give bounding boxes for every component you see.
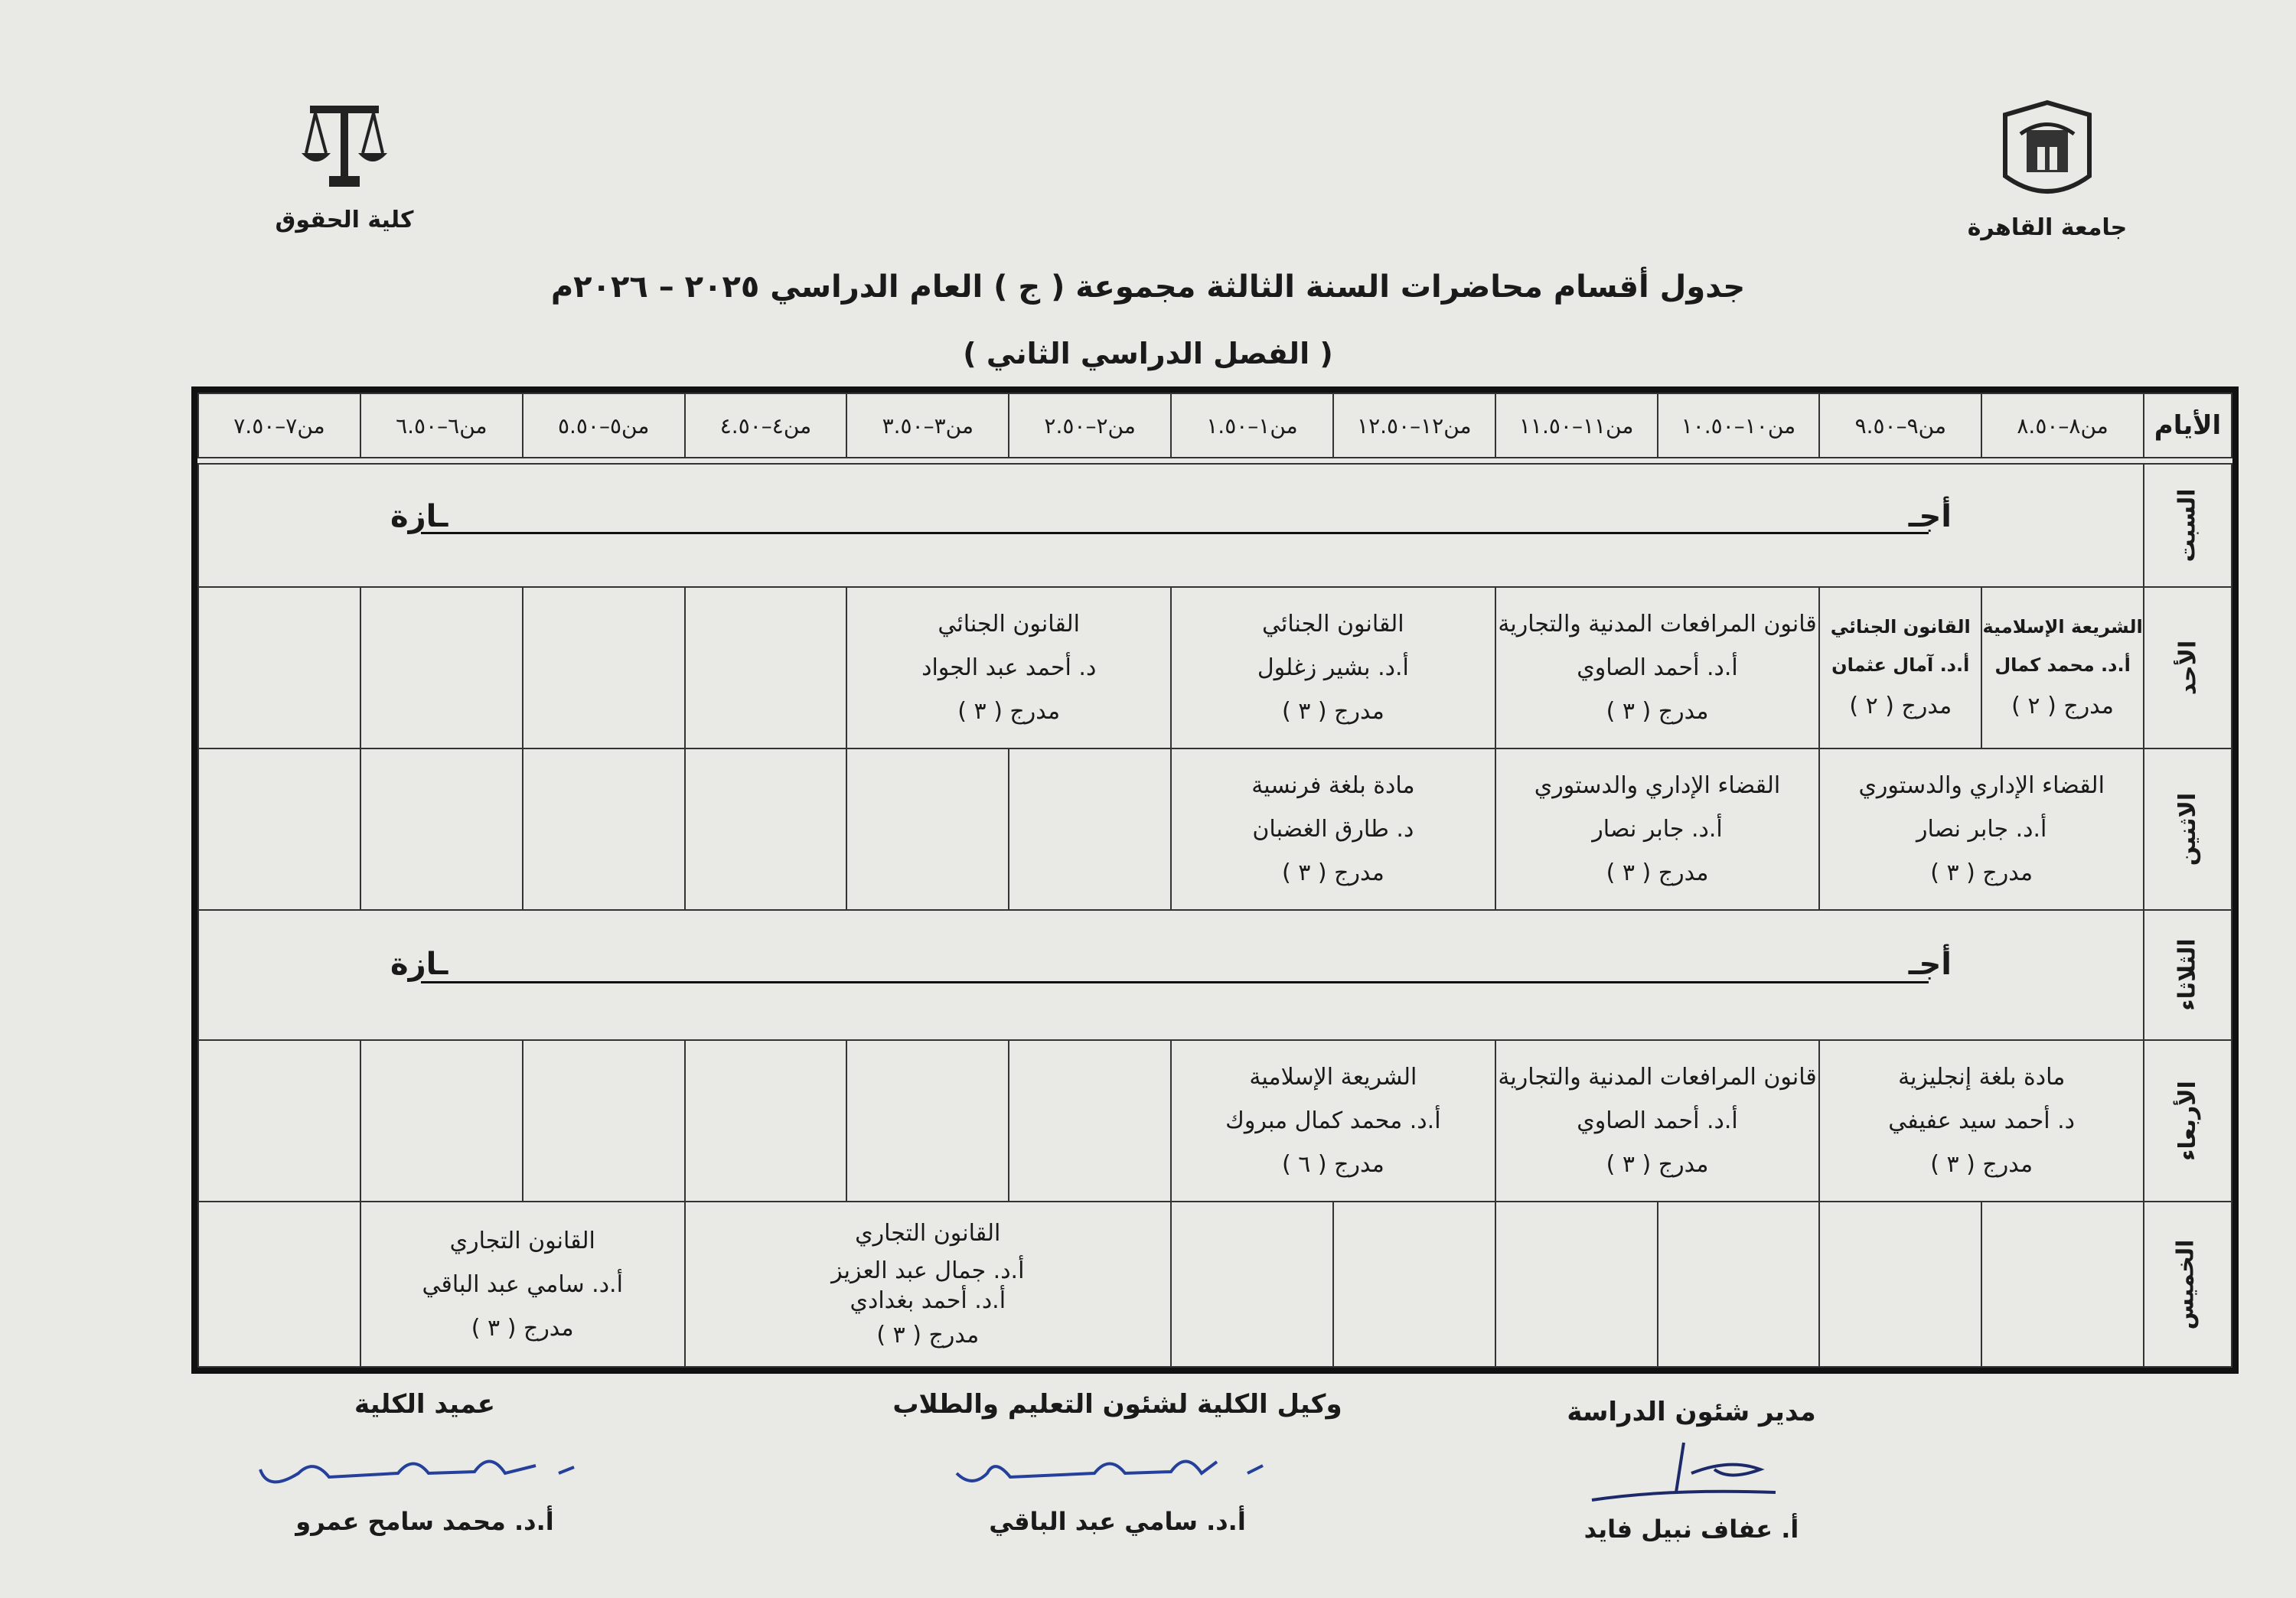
empty-cell [360,587,523,748]
empty-cell [198,1202,360,1367]
university-name: جامعة القاهرة [1967,214,2128,241]
lecture-cell: القانون التجاري أ.د. سامي عبد الباقي مدرج ( ٣ ) [360,1202,685,1367]
lecture-cell: مادة بلغة فرنسية د. طارق الغضبان مدرج ( ٣ ) [1171,748,1495,910]
handwritten-signature-icon [1577,1427,1806,1512]
signature-director [1531,1397,1852,1544]
day-label-thursday: الخميس [2144,1202,2232,1367]
day-label-saturday: السبت [2144,464,2232,587]
table-row-monday [198,748,2232,910]
university-logo [1959,99,2135,241]
table-row-saturday [198,464,2232,587]
holiday-cell [198,910,2144,1041]
period-header: من٤–٤.٥٠ [685,393,847,458]
period-header: من٥–٥.٥٠ [523,393,685,458]
lecture-cell: القضاء الإداري والدستوري أ.د. جابر نصار مدرج ( ٣ ) [1819,748,2144,910]
period-header: من١١–١١.٥٠ [1495,393,1658,458]
director-name: أ. عفاف نبيل فايد [1583,1515,1799,1544]
period-header: من١٠–١٠.٥٠ [1658,393,1820,458]
empty-cell [1495,1202,1658,1367]
empty-cell [523,748,685,910]
lecture-cell: القانون الجنائي أ.د. آمال عثمان مدرج ( ٢ ) [1819,587,1981,748]
lecture-cell: قانون المرافعات المدنية والتجارية أ.د. أحمد الصاوي مدرج ( ٣ ) [1495,587,1820,748]
lecture-cell: القانون التجاري أ.د. جمال عبد العزيز أ.د. أحمد بغدادي مدرج ( ٣ ) [685,1202,1171,1367]
period-header: من٦–٦.٥٠ [360,393,523,458]
signature-vice-dean [880,1389,1355,1536]
empty-cell [1819,1202,1981,1367]
holiday-cell [198,464,2144,587]
handwritten-signature-icon [245,1420,597,1504]
empty-cell [360,748,523,910]
empty-cell [1981,1202,2144,1367]
days-header: الأيام [2144,393,2232,458]
period-header: من٧–٧.٥٠ [198,393,360,458]
empty-cell [1009,1040,1171,1202]
lecture-cell: الشريعة الإسلامية أ.د. محمد كمال مدرج ( ٢ ) [1981,587,2144,748]
faculty-logo [260,99,429,233]
lecture-cell: القانون الجنائي د. أحمد عبد الجواد مدرج ( ٣ ) [846,587,1171,748]
table-row-wednesday [198,1040,2232,1202]
holiday-text-end: ـازة [390,498,448,534]
lecture-cell: مادة بلغة إنجليزية د. أحمد سيد عفيفي مدرج ( ٣ ) [1819,1040,2144,1202]
empty-cell [846,1040,1009,1202]
empty-cell [198,587,360,748]
table-row-sunday [198,587,2232,748]
empty-cell [846,748,1009,910]
director-role: مدير شئون الدراسة [1567,1397,1816,1427]
faculty-name: كلية الحقوق [275,207,414,233]
empty-cell [198,1040,360,1202]
period-header: من٢–٢.٥٠ [1009,393,1171,458]
holiday-text-end: ـازة [390,946,448,982]
period-header: من٩–٩.٥٠ [1819,393,1981,458]
empty-cell [1658,1202,1820,1367]
empty-cell [685,1040,847,1202]
empty-cell [360,1040,523,1202]
table-row-tuesday [198,910,2232,1041]
lecture-cell: قانون المرافعات المدنية والتجارية أ.د. أحمد الصاوي مدرج ( ٣ ) [1495,1040,1820,1202]
empty-cell [1171,1202,1333,1367]
scales-of-justice-icon [298,99,390,199]
holiday-text-start: أجـ [1908,498,1952,534]
empty-cell [685,748,847,910]
university-seal-icon [1998,99,2097,207]
dean-name: أ.د. محمد سامح عمرو [295,1507,554,1536]
period-header: من٨–٨.٥٠ [1981,393,2144,458]
period-header: من١٢–١٢.٥٠ [1333,393,1495,458]
vice-dean-name: أ.د. سامي عبد الباقي [989,1507,1246,1536]
lecture-cell: القضاء الإداري والدستوري أ.د. جابر نصار مدرج ( ٣ ) [1495,748,1820,910]
empty-cell [198,748,360,910]
lecture-cell: القانون الجنائي أ.د. بشير زغلول مدرج ( ٣ ) [1171,587,1495,748]
empty-cell [523,1040,685,1202]
schedule-table [191,386,2239,1374]
vice-dean-role: وكيل الكلية لشئون التعليم والطلاب [892,1389,1342,1420]
holiday-text-start: أجـ [1908,946,1952,982]
document-subtitle: ( الفصل الدراسي الثاني ) [963,337,1333,370]
day-label-monday: الاثنين [2144,748,2232,910]
day-label-sunday: الأحد [2144,587,2232,748]
empty-cell [523,587,685,748]
day-label-tuesday: الثلاثاء [2144,910,2232,1041]
signature-dean [253,1389,597,1536]
handwritten-signature-icon [941,1420,1293,1504]
table-row-thursday [198,1202,2232,1367]
dean-role: عميد الكلية [354,1389,495,1420]
document-title: جدول أقسام محاضرات السنة الثالثة مجموعة ( ج ) العام الدراسي ٢٠٢٥ – ٢٠٢٦م [550,269,1746,305]
day-label-wednesday: الأربعاء [2144,1040,2232,1202]
empty-cell [1009,748,1171,910]
period-header: من٣–٣.٥٠ [846,393,1009,458]
empty-cell [1333,1202,1495,1367]
period-header: من١–١.٥٠ [1171,393,1333,458]
empty-cell [685,587,847,748]
lecture-cell: الشريعة الإسلامية أ.د. محمد كمال مبروك مدرج ( ٦ ) [1171,1040,1495,1202]
table-header-row [198,393,2232,458]
